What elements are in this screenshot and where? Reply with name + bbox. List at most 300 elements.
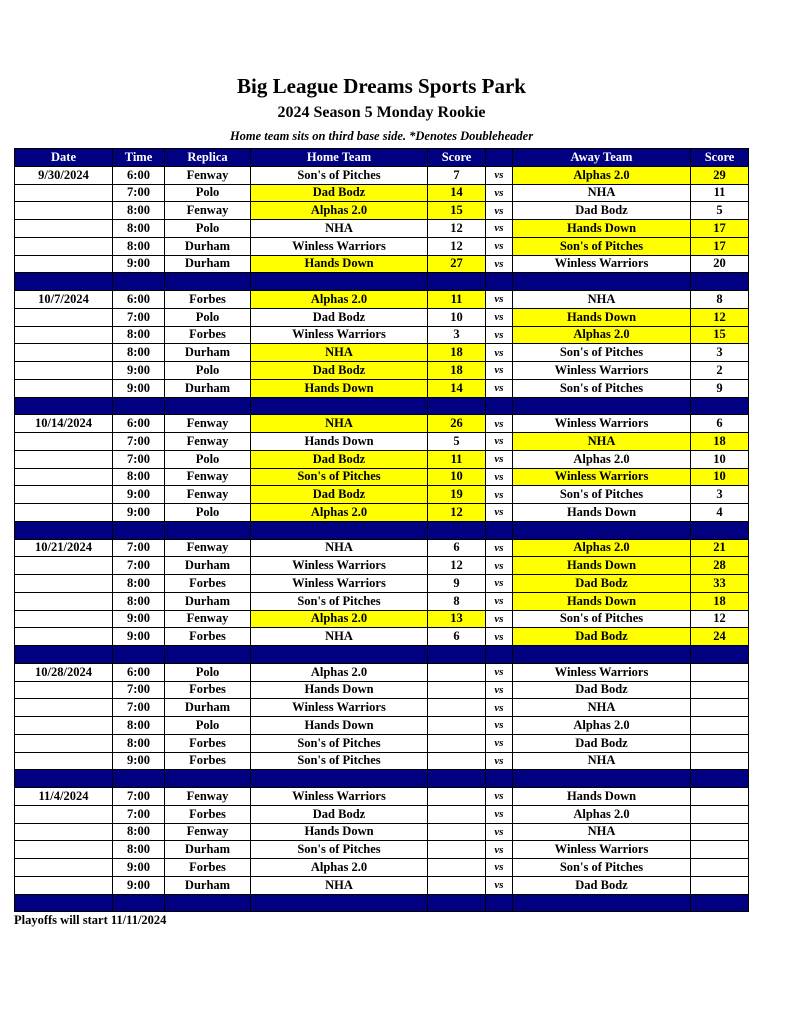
away-team-cell: Winless Warriors [513, 841, 691, 859]
game-row [15, 433, 749, 451]
date-cell [15, 237, 113, 255]
game-row [15, 291, 749, 309]
separator-cell [113, 646, 165, 664]
home-team-cell: Alphas 2.0 [251, 663, 428, 681]
col-header-vs [486, 149, 513, 167]
away-team-cell: NHA [513, 752, 691, 770]
home-team-cell: Son's of Pitches [251, 841, 428, 859]
week-separator-row [15, 646, 749, 664]
replica-field-cell: Durham [165, 876, 251, 894]
date-cell: 11/4/2024 [15, 788, 113, 806]
replica-field-cell: Forbes [165, 326, 251, 344]
separator-cell [165, 521, 251, 539]
replica-field-cell: Durham [165, 237, 251, 255]
replica-field-cell: Polo [165, 663, 251, 681]
time-cell: 9:00 [113, 255, 165, 273]
vs-cell: vs [486, 415, 513, 433]
separator-cell [486, 770, 513, 788]
separator-cell [486, 894, 513, 912]
away-team-cell: Son's of Pitches [513, 859, 691, 877]
separator-cell [113, 894, 165, 912]
away-team-cell: Alphas 2.0 [513, 539, 691, 557]
schedule-table [14, 148, 749, 912]
separator-cell [691, 770, 749, 788]
time-cell: 8:00 [113, 326, 165, 344]
separator-cell [486, 646, 513, 664]
vs-cell: vs [486, 610, 513, 628]
home-score-cell: 14 [428, 379, 486, 397]
time-cell: 9:00 [113, 859, 165, 877]
separator-cell [691, 273, 749, 291]
separator-cell [165, 646, 251, 664]
time-cell: 9:00 [113, 610, 165, 628]
home-score-cell: 18 [428, 362, 486, 380]
date-cell [15, 220, 113, 238]
vs-cell: vs [486, 344, 513, 362]
away-team-cell: Hands Down [513, 557, 691, 575]
away-score-cell: 5 [691, 202, 749, 220]
home-score-cell [428, 805, 486, 823]
home-team-cell: Alphas 2.0 [251, 202, 428, 220]
col-header-away-team: Away Team [513, 149, 691, 167]
away-team-cell: Winless Warriors [513, 468, 691, 486]
away-team-cell: Dad Bodz [513, 628, 691, 646]
time-cell: 9:00 [113, 504, 165, 522]
time-cell: 9:00 [113, 876, 165, 894]
away-score-cell: 3 [691, 344, 749, 362]
replica-field-cell: Polo [165, 184, 251, 202]
separator-cell [113, 273, 165, 291]
home-score-cell: 8 [428, 592, 486, 610]
separator-cell [486, 521, 513, 539]
home-team-cell: Son's of Pitches [251, 468, 428, 486]
replica-field-cell: Polo [165, 308, 251, 326]
home-score-cell [428, 752, 486, 770]
vs-cell: vs [486, 362, 513, 380]
home-score-cell: 14 [428, 184, 486, 202]
home-score-cell: 12 [428, 504, 486, 522]
away-team-cell: Winless Warriors [513, 362, 691, 380]
separator-cell [428, 646, 486, 664]
time-cell: 8:00 [113, 841, 165, 859]
home-score-cell [428, 788, 486, 806]
home-team-cell: Hands Down [251, 717, 428, 735]
week-separator-row [15, 273, 749, 291]
game-row [15, 202, 749, 220]
vs-cell: vs [486, 504, 513, 522]
away-score-cell [691, 699, 749, 717]
home-team-cell: NHA [251, 415, 428, 433]
away-score-cell [691, 823, 749, 841]
away-score-cell: 17 [691, 220, 749, 238]
separator-cell [165, 770, 251, 788]
home-team-cell: Hands Down [251, 255, 428, 273]
separator-cell [691, 521, 749, 539]
game-row [15, 628, 749, 646]
separator-cell [513, 521, 691, 539]
replica-field-cell: Forbes [165, 628, 251, 646]
away-score-cell: 4 [691, 504, 749, 522]
date-cell [15, 557, 113, 575]
away-score-cell: 12 [691, 610, 749, 628]
away-team-cell: Winless Warriors [513, 663, 691, 681]
home-team-cell: NHA [251, 876, 428, 894]
home-score-cell: 3 [428, 326, 486, 344]
replica-field-cell: Durham [165, 699, 251, 717]
home-team-cell: Dad Bodz [251, 308, 428, 326]
vs-cell: vs [486, 291, 513, 309]
replica-field-cell: Forbes [165, 734, 251, 752]
replica-field-cell: Fenway [165, 539, 251, 557]
time-cell: 8:00 [113, 575, 165, 593]
time-cell: 7:00 [113, 805, 165, 823]
separator-cell [113, 770, 165, 788]
replica-field-cell: Polo [165, 717, 251, 735]
home-score-cell: 19 [428, 486, 486, 504]
away-team-cell: Son's of Pitches [513, 344, 691, 362]
home-team-cell: Alphas 2.0 [251, 859, 428, 877]
away-score-cell: 24 [691, 628, 749, 646]
game-row [15, 344, 749, 362]
game-row [15, 450, 749, 468]
time-cell: 9:00 [113, 628, 165, 646]
home-score-cell: 12 [428, 237, 486, 255]
home-score-cell: 9 [428, 575, 486, 593]
date-cell [15, 326, 113, 344]
replica-field-cell: Forbes [165, 291, 251, 309]
vs-cell: vs [486, 681, 513, 699]
schedule-body [15, 166, 749, 912]
time-cell: 9:00 [113, 752, 165, 770]
game-row [15, 823, 749, 841]
home-team-cell: Hands Down [251, 823, 428, 841]
date-cell [15, 362, 113, 380]
away-score-cell: 6 [691, 415, 749, 433]
separator-cell [113, 521, 165, 539]
date-cell [15, 628, 113, 646]
date-cell [15, 717, 113, 735]
separator-cell [428, 894, 486, 912]
date-cell: 9/30/2024 [15, 166, 113, 184]
schedule-note: Home team sits on third base side. *Denotes Doubleheader [229, 129, 534, 143]
time-cell: 8:00 [113, 237, 165, 255]
replica-field-cell: Fenway [165, 468, 251, 486]
away-score-cell: 8 [691, 291, 749, 309]
away-team-cell: Son's of Pitches [513, 610, 691, 628]
game-row [15, 237, 749, 255]
home-team-cell: Winless Warriors [251, 788, 428, 806]
date-cell [15, 592, 113, 610]
home-team-cell: NHA [251, 628, 428, 646]
replica-field-cell: Forbes [165, 681, 251, 699]
away-score-cell: 3 [691, 486, 749, 504]
away-score-cell [691, 663, 749, 681]
home-score-cell [428, 734, 486, 752]
time-cell: 8:00 [113, 220, 165, 238]
away-score-cell: 9 [691, 379, 749, 397]
home-team-cell: Winless Warriors [251, 557, 428, 575]
away-team-cell: Son's of Pitches [513, 486, 691, 504]
separator-cell [251, 646, 428, 664]
game-row [15, 166, 749, 184]
page-subtitle: 2024 Season 5 Monday Rookie [277, 104, 486, 121]
replica-field-cell: Fenway [165, 202, 251, 220]
separator-cell [251, 521, 428, 539]
vs-cell: vs [486, 788, 513, 806]
away-team-cell: Dad Bodz [513, 734, 691, 752]
separator-cell [513, 646, 691, 664]
date-cell [15, 202, 113, 220]
date-cell: 10/21/2024 [15, 539, 113, 557]
time-cell: 8:00 [113, 468, 165, 486]
home-score-cell: 12 [428, 220, 486, 238]
away-team-cell: NHA [513, 699, 691, 717]
game-row [15, 752, 749, 770]
away-team-cell: Hands Down [513, 504, 691, 522]
home-score-cell [428, 841, 486, 859]
week-separator-row [15, 397, 749, 415]
separator-cell [513, 397, 691, 415]
separator-cell [251, 770, 428, 788]
replica-field-cell: Polo [165, 362, 251, 380]
vs-cell: vs [486, 699, 513, 717]
vs-cell: vs [486, 876, 513, 894]
away-team-cell: Winless Warriors [513, 415, 691, 433]
replica-field-cell: Durham [165, 592, 251, 610]
away-score-cell: 18 [691, 592, 749, 610]
replica-field-cell: Fenway [165, 788, 251, 806]
away-team-cell: Son's of Pitches [513, 237, 691, 255]
home-team-cell: Dad Bodz [251, 450, 428, 468]
separator-cell [251, 894, 428, 912]
separator-cell [15, 273, 113, 291]
home-team-cell: Winless Warriors [251, 326, 428, 344]
week-separator-row [15, 894, 749, 912]
game-row [15, 788, 749, 806]
home-team-cell: Hands Down [251, 681, 428, 699]
home-team-cell: NHA [251, 220, 428, 238]
away-team-cell: Winless Warriors [513, 255, 691, 273]
separator-cell [486, 397, 513, 415]
home-team-cell: NHA [251, 344, 428, 362]
home-score-cell: 27 [428, 255, 486, 273]
home-team-cell: Dad Bodz [251, 486, 428, 504]
vs-cell: vs [486, 255, 513, 273]
time-cell: 7:00 [113, 681, 165, 699]
away-team-cell: NHA [513, 291, 691, 309]
vs-cell: vs [486, 859, 513, 877]
home-score-cell [428, 717, 486, 735]
footer-note: Playoffs will start 11/11/2024 [14, 913, 167, 927]
time-cell: 6:00 [113, 291, 165, 309]
time-cell: 8:00 [113, 734, 165, 752]
separator-cell [428, 521, 486, 539]
away-score-cell: 17 [691, 237, 749, 255]
away-score-cell: 2 [691, 362, 749, 380]
game-row [15, 184, 749, 202]
time-cell: 8:00 [113, 202, 165, 220]
vs-cell: vs [486, 628, 513, 646]
home-team-cell: Winless Warriors [251, 575, 428, 593]
vs-cell: vs [486, 752, 513, 770]
col-header-away-score: Score [691, 149, 749, 167]
vs-cell: vs [486, 450, 513, 468]
away-score-cell: 28 [691, 557, 749, 575]
time-cell: 9:00 [113, 362, 165, 380]
replica-field-cell: Polo [165, 450, 251, 468]
vs-cell: vs [486, 433, 513, 451]
separator-cell [15, 521, 113, 539]
date-cell [15, 859, 113, 877]
home-score-cell: 10 [428, 468, 486, 486]
away-score-cell: 12 [691, 308, 749, 326]
date-cell [15, 681, 113, 699]
replica-field-cell: Durham [165, 379, 251, 397]
away-team-cell: Hands Down [513, 220, 691, 238]
replica-field-cell: Polo [165, 504, 251, 522]
home-score-cell [428, 663, 486, 681]
time-cell: 7:00 [113, 433, 165, 451]
time-cell: 8:00 [113, 344, 165, 362]
vs-cell: vs [486, 468, 513, 486]
separator-cell [428, 770, 486, 788]
home-team-cell: Winless Warriors [251, 237, 428, 255]
separator-cell [15, 397, 113, 415]
home-team-cell: Alphas 2.0 [251, 504, 428, 522]
home-score-cell [428, 823, 486, 841]
vs-cell: vs [486, 486, 513, 504]
date-cell: 10/14/2024 [15, 415, 113, 433]
home-score-cell: 26 [428, 415, 486, 433]
away-score-cell [691, 752, 749, 770]
away-score-cell: 18 [691, 433, 749, 451]
home-score-cell: 12 [428, 557, 486, 575]
date-cell [15, 468, 113, 486]
vs-cell: vs [486, 717, 513, 735]
date-cell: 10/7/2024 [15, 291, 113, 309]
home-team-cell: Dad Bodz [251, 362, 428, 380]
away-team-cell: NHA [513, 433, 691, 451]
separator-cell [15, 770, 113, 788]
home-team-cell: Son's of Pitches [251, 166, 428, 184]
game-row [15, 539, 749, 557]
separator-cell [513, 273, 691, 291]
separator-cell [691, 894, 749, 912]
game-row [15, 308, 749, 326]
time-cell: 6:00 [113, 663, 165, 681]
separator-cell [691, 397, 749, 415]
away-team-cell: Hands Down [513, 788, 691, 806]
replica-field-cell: Fenway [165, 486, 251, 504]
replica-field-cell: Durham [165, 841, 251, 859]
game-row [15, 379, 749, 397]
away-score-cell: 10 [691, 468, 749, 486]
game-row [15, 859, 749, 877]
date-cell [15, 379, 113, 397]
away-team-cell: Alphas 2.0 [513, 717, 691, 735]
separator-cell [513, 894, 691, 912]
home-score-cell: 18 [428, 344, 486, 362]
replica-field-cell: Forbes [165, 805, 251, 823]
away-score-cell: 20 [691, 255, 749, 273]
separator-cell [251, 397, 428, 415]
away-team-cell: Alphas 2.0 [513, 326, 691, 344]
replica-field-cell: Forbes [165, 752, 251, 770]
date-cell [15, 433, 113, 451]
game-row [15, 717, 749, 735]
home-score-cell: 10 [428, 308, 486, 326]
vs-cell: vs [486, 823, 513, 841]
game-row [15, 876, 749, 894]
time-cell: 8:00 [113, 592, 165, 610]
home-score-cell [428, 681, 486, 699]
home-team-cell: NHA [251, 539, 428, 557]
game-row [15, 362, 749, 380]
time-cell: 7:00 [113, 308, 165, 326]
vs-cell: vs [486, 663, 513, 681]
time-cell: 6:00 [113, 415, 165, 433]
date-cell: 10/28/2024 [15, 663, 113, 681]
replica-field-cell: Forbes [165, 859, 251, 877]
home-score-cell: 6 [428, 539, 486, 557]
game-row [15, 220, 749, 238]
col-header-date: Date [15, 149, 113, 167]
game-row [15, 805, 749, 823]
vs-cell: vs [486, 326, 513, 344]
game-row [15, 415, 749, 433]
home-team-cell: Alphas 2.0 [251, 610, 428, 628]
vs-cell: vs [486, 166, 513, 184]
separator-cell [113, 397, 165, 415]
away-score-cell [691, 805, 749, 823]
date-cell [15, 504, 113, 522]
date-cell [15, 876, 113, 894]
away-team-cell: Alphas 2.0 [513, 450, 691, 468]
date-cell [15, 308, 113, 326]
away-score-cell [691, 859, 749, 877]
away-team-cell: Hands Down [513, 592, 691, 610]
vs-cell: vs [486, 575, 513, 593]
date-cell [15, 841, 113, 859]
time-cell: 8:00 [113, 823, 165, 841]
away-team-cell: Hands Down [513, 308, 691, 326]
separator-cell [428, 273, 486, 291]
separator-cell [165, 397, 251, 415]
vs-cell: vs [486, 805, 513, 823]
home-score-cell: 6 [428, 628, 486, 646]
away-team-cell: Dad Bodz [513, 876, 691, 894]
home-score-cell: 15 [428, 202, 486, 220]
time-cell: 9:00 [113, 486, 165, 504]
game-row [15, 592, 749, 610]
away-score-cell: 33 [691, 575, 749, 593]
home-score-cell: 11 [428, 450, 486, 468]
separator-cell [486, 273, 513, 291]
time-cell: 7:00 [113, 788, 165, 806]
vs-cell: vs [486, 237, 513, 255]
time-cell: 6:00 [113, 166, 165, 184]
home-team-cell: Alphas 2.0 [251, 291, 428, 309]
time-cell: 7:00 [113, 699, 165, 717]
col-header-home-team: Home Team [251, 149, 428, 167]
vs-cell: vs [486, 539, 513, 557]
separator-cell [15, 894, 113, 912]
game-row [15, 663, 749, 681]
vs-cell: vs [486, 308, 513, 326]
home-team-cell: Son's of Pitches [251, 734, 428, 752]
page-title: Big League Dreams Sports Park [237, 74, 526, 98]
vs-cell: vs [486, 202, 513, 220]
